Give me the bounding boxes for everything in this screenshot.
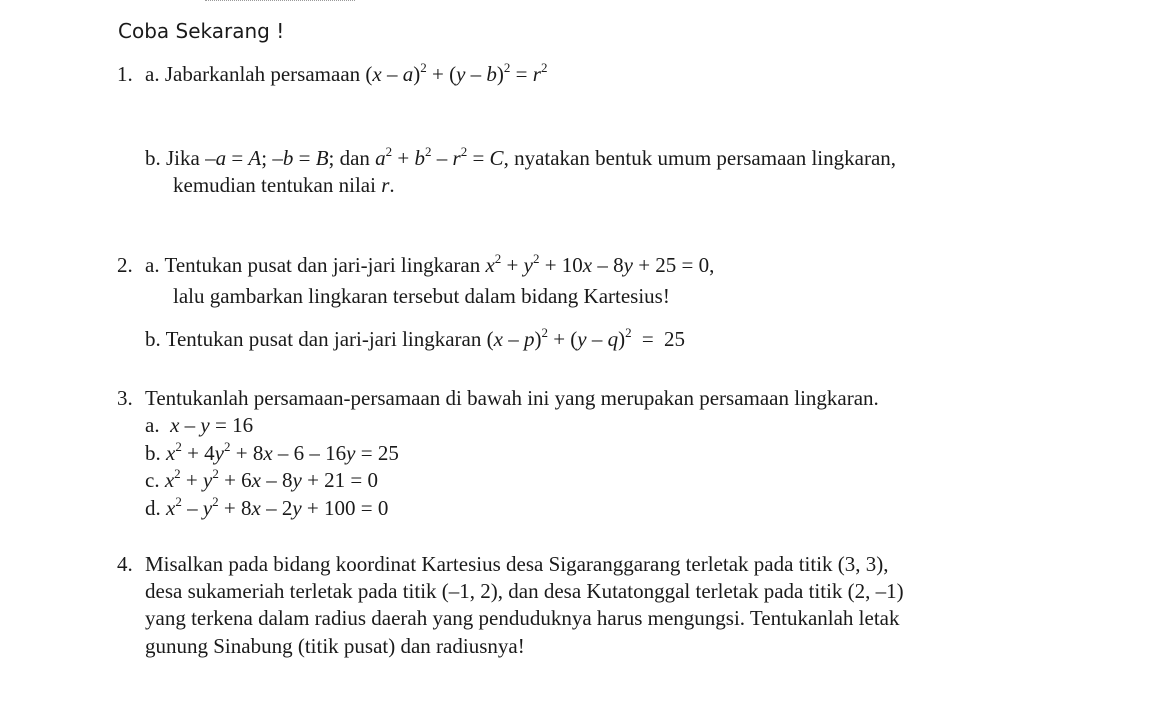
- problem-1a-text: Jabarkanlah persamaan: [164, 62, 361, 86]
- problem-4-number: 4.: [117, 552, 133, 576]
- problem-4-line2: desa sukameriah terletak pada titik (–1, 2), dan desa Kutatonggal terletak pada titik (2, –1): [145, 579, 904, 603]
- problem-1a-equation: $(x - a)^2 + (y - b)^2 = r^2$: [365, 60, 548, 86]
- problem-2b-equation: (x – p)$^2$ + (y – q)$^2$ = 25: [486, 325, 685, 351]
- problem-1a-label: a.: [145, 62, 160, 86]
- problem-2b-label: b.: [145, 327, 161, 351]
- problem-1a: [145, 60, 548, 86]
- problem-2a-line1: [145, 251, 715, 277]
- problem-1b-text1: , nyatakan bentuk umum persamaan lingkaran,: [503, 146, 897, 170]
- problem-2b: [145, 325, 685, 351]
- problem-3-number: 3.: [117, 386, 133, 410]
- top-edge-mark: [205, 0, 355, 3]
- problem-2a-line2: lalu gambarkan lingkaran tersebut dalam bidang Kartesius!: [173, 284, 670, 308]
- option-a-equation: x – y = 16: [170, 413, 254, 437]
- problem-1b-line2: [173, 175, 395, 196]
- problem-3-option-d: [145, 494, 389, 520]
- page-title: Coba Sekarang !: [118, 19, 285, 43]
- option-b-equation: $x^2 + 4y^2 + 8x - 6 - 16y = 25$: [166, 439, 399, 465]
- option-a-label: a.: [145, 413, 160, 437]
- problem-2a-label: a.: [145, 253, 160, 277]
- option-c-equation: $x^2 + y^2 + 6x - 8y + 21 = 0$: [164, 466, 379, 492]
- problem-1b-dan: ; dan: [328, 146, 370, 170]
- problem-1b-r: r.: [381, 173, 395, 197]
- option-d-equation: $x^2 - y^2 + 8x - 2y + 100 = 0$: [166, 494, 389, 520]
- problem-4-line3: yang terkena dalam radius daerah yang penduduknya harus mengungsi. Tentukanlah letak: [145, 606, 900, 630]
- problem-2b-text: Tentukan pusat dan jari-jari lingkaran: [165, 327, 482, 351]
- problem-4-line1: Misalkan pada bidang koordinat Kartesius desa Sigaranggarang terletak pada titik (3, 3),: [145, 552, 889, 576]
- problem-2a-text1: Tentukan pusat dan jari-jari lingkaran: [164, 253, 481, 277]
- problem-1b-c-definition: $a^2 + b^2 - r^2 = C$: [375, 144, 504, 170]
- problem-2-number: 2.: [117, 253, 133, 277]
- option-b-label: b.: [145, 441, 161, 465]
- problem-3-text: Tentukanlah persamaan-persamaan di bawah ini yang merupakan persamaan lingkaran.: [145, 386, 879, 410]
- problem-2a-equation: $x^2 + y^2 + 10x - 8y + 25 = 0$,: [485, 251, 715, 277]
- problem-1-number: 1.: [117, 62, 133, 86]
- problem-4-line4: gunung Sinabung (titik pusat) dan radiusnya!: [145, 634, 525, 658]
- problem-1b-substitution: –a = A; –b = B: [205, 146, 329, 170]
- problem-3-option-a: [145, 415, 253, 436]
- problem-1b-jika: Jika: [166, 146, 200, 170]
- problem-1b-label: b.: [145, 146, 161, 170]
- problem-1b-text2: kemudian tentukan nilai: [173, 173, 376, 197]
- problem-1b-line1: [145, 144, 897, 170]
- option-c-label: c.: [145, 468, 160, 492]
- problem-3-option-b: [145, 439, 399, 465]
- option-d-label: d.: [145, 496, 161, 520]
- problem-3-option-c: [145, 466, 379, 492]
